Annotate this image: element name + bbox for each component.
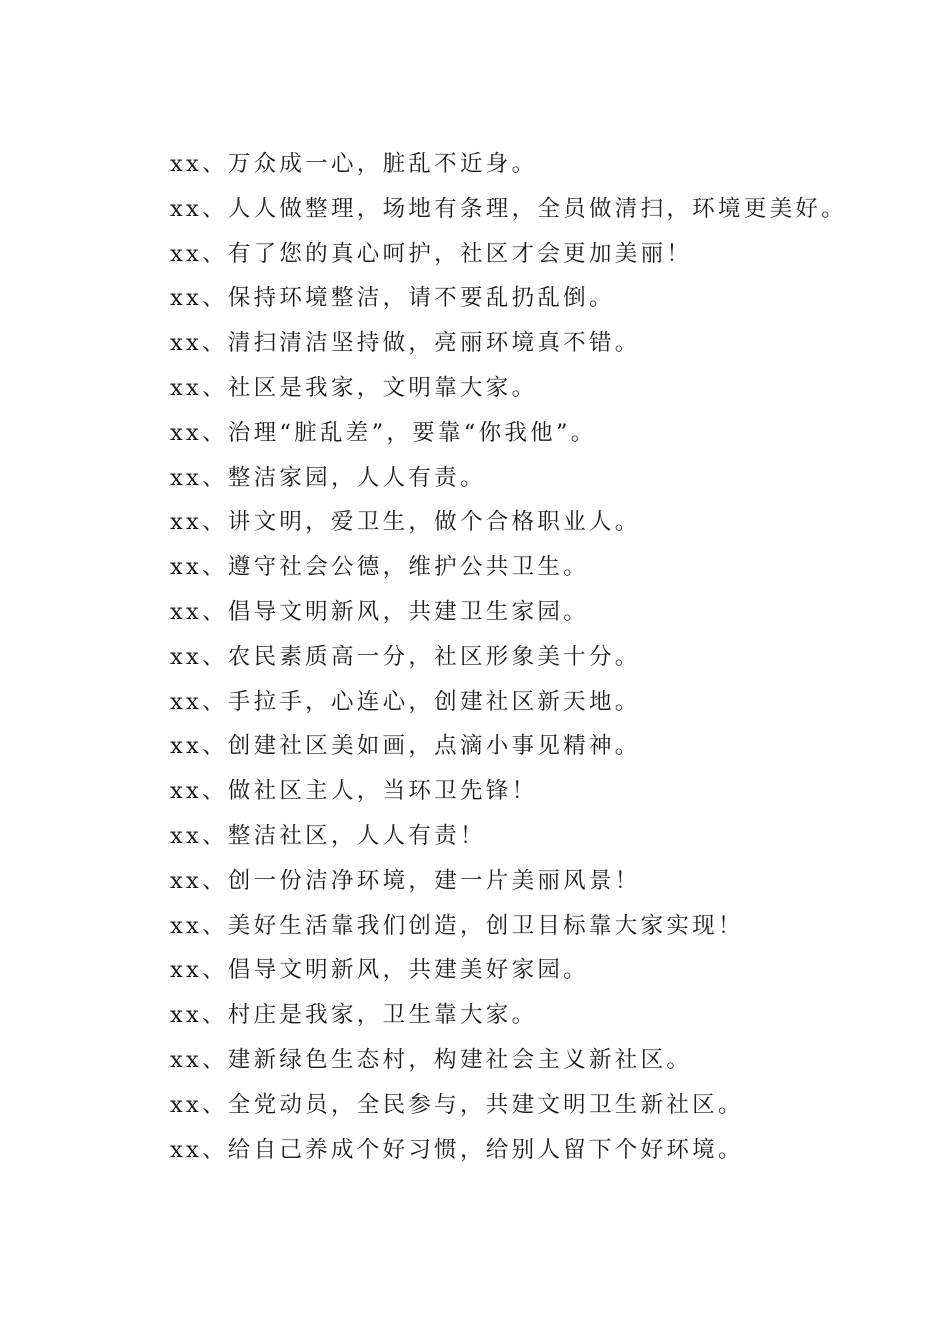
slogan-line: xx、社区是我家，文明靠大家。	[170, 374, 538, 401]
slogan-line: xx、整洁社区，人人有责！	[170, 822, 486, 849]
slogan-line: xx、万众成一心，脏乱不近身。	[170, 151, 538, 177]
slogan-line: xx、农民素质高一分，社区形象美十分。	[170, 643, 641, 670]
slogan-line: xx、美好生活靠我们创造，创卫目标靠大家实现！	[170, 912, 744, 939]
slogan-line: xx、给自己养成个好习惯，给别人留下个好环境。	[170, 1136, 744, 1163]
slogan-list	[170, 142, 910, 1172]
slogan-line: xx、手拉手，心连心，创建社区新天地。	[170, 688, 641, 715]
slogan-line: xx、倡导文明新风，共建卫生家园。	[170, 598, 589, 625]
slogan-line: xx、创一份洁净环境，建一片美丽风景！	[170, 867, 641, 894]
slogan-line: xx、治理“脏乱差”，要靠“你我他”。	[170, 419, 597, 446]
slogan-line: xx、村庄是我家，卫生靠大家。	[170, 1002, 538, 1029]
slogan-line: xx、讲文明，爱卫生，做个合格职业人。	[170, 509, 641, 536]
slogan-line: xx、全党动员，全民参与，共建文明卫生新社区。	[170, 1091, 744, 1118]
slogan-line: xx、做社区主人，当环卫先锋！	[170, 778, 538, 805]
slogan-line: xx、倡导文明新风，共建美好家园。	[170, 957, 589, 984]
slogan-line: xx、有了您的真心呵护，社区才会更加美丽！	[170, 240, 693, 267]
slogan-line: xx、清扫清洁坚持做，亮丽环境真不错。	[170, 330, 641, 357]
slogan-line: xx、遵守社会公德，维护公共卫生。	[170, 554, 589, 581]
slogan-line: xx、人人做整理，场地有条理，全员做清扫，环境更美好。	[170, 195, 847, 222]
slogan-line: xx、保持环境整洁，请不要乱扔乱倒。	[170, 285, 615, 312]
slogan-line: xx、建新绿色生态村，构建社会主义新社区。	[170, 1046, 693, 1073]
slogan-line: xx、创建社区美如画，点滴小事见精神。	[170, 733, 641, 760]
slogan-line: xx、整洁家园，人人有责。	[170, 464, 486, 491]
